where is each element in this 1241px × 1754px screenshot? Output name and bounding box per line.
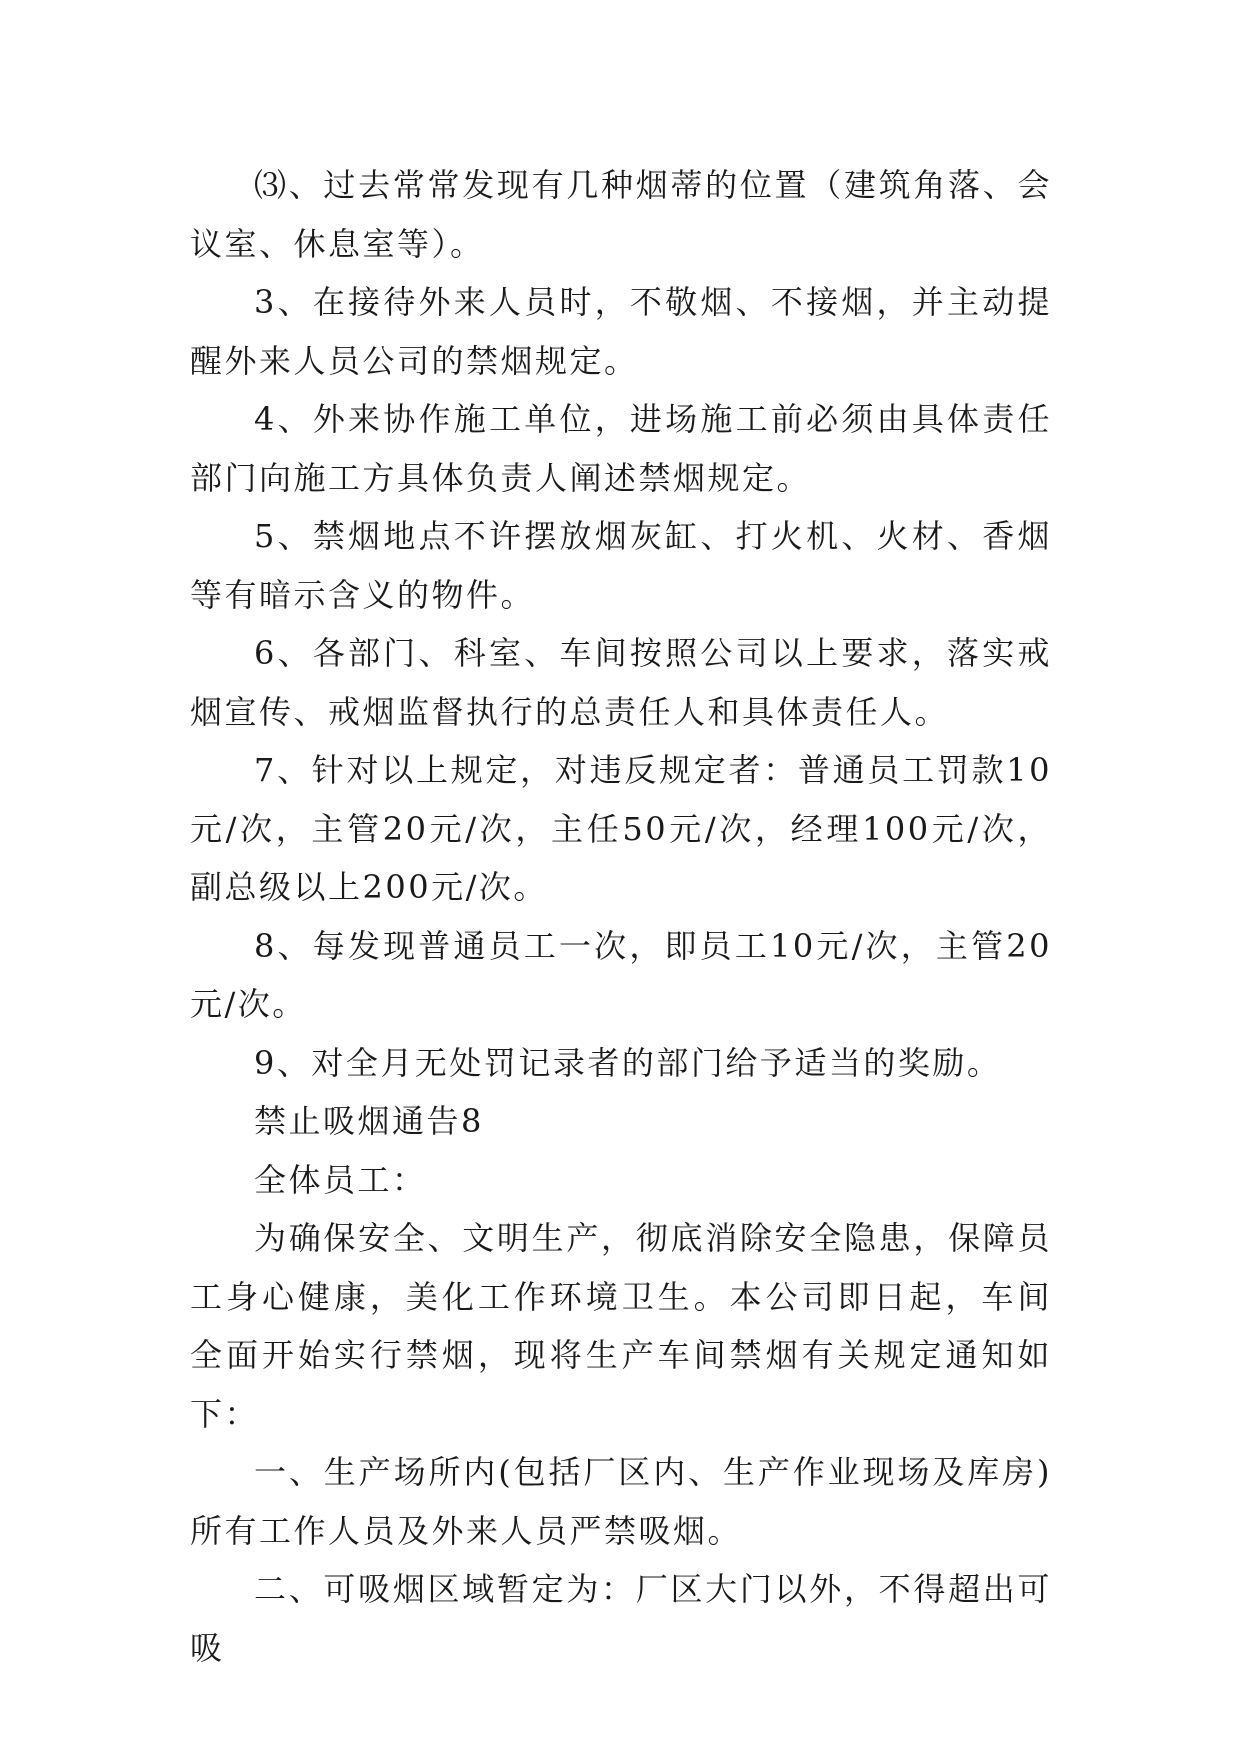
paragraph-rule-4: 4、外来协作施工单位，进场施工前必须由具体责任部门向施工方具体负责人阐述禁烟规定。 <box>190 400 1052 497</box>
notice-title: 禁止吸烟通告8 <box>254 1102 484 1140</box>
paragraph-rule-3: 3、在接待外来人员时，不敬烟、不接烟，并主动提醒外来人员公司的禁烟规定。 <box>190 283 1052 380</box>
document-body <box>190 156 1052 1677</box>
paragraph-rule-8: 8、每发现普通员工一次，即员工10元/次，主管20元/次。 <box>190 926 1052 1023</box>
notice-salutation: 全体员工： <box>254 1160 427 1199</box>
notice-item-1: 一、生产场所内(包括厂区内、生产作业现场及库房)所有工作人员及外来人员严禁吸烟。 <box>190 1453 1052 1550</box>
paragraph-rule-6: 6、各部门、科室、车间按照公司以上要求，落实戒烟宣传、戒烟监督执行的总责任人和具体责任人。 <box>190 634 1052 731</box>
paragraph-rule-7: 7、针对以上规定，对违反规定者：普通员工罚款10元/次，主管20元/次，主任50元/次，经理100元/次，副总级以上200元/次。 <box>190 751 1052 906</box>
paragraph-location-examples: ⑶、过去常常发现有几种烟蒂的位置（建筑角落、会议室、休息室等）。 <box>190 166 1052 263</box>
notice-intro: 为确保安全、文明生产，彻底消除安全隐患，保障员工身心健康，美化工作环境卫生。本公司即日起，车间全面开始实行禁烟，现将生产车间禁烟有关规定通知如下： <box>190 1219 1052 1433</box>
paragraph-rule-9: 9、对全月无处罚记录者的部门给予适当的奖励。 <box>254 1043 1002 1082</box>
notice-item-2: 二、可吸烟区域暂定为：厂区大门以外，不得超出可吸 <box>190 1570 1052 1667</box>
paragraph-rule-5: 5、禁烟地点不许摆放烟灰缸、打火机、火材、香烟等有暗示含义的物件。 <box>190 517 1052 614</box>
